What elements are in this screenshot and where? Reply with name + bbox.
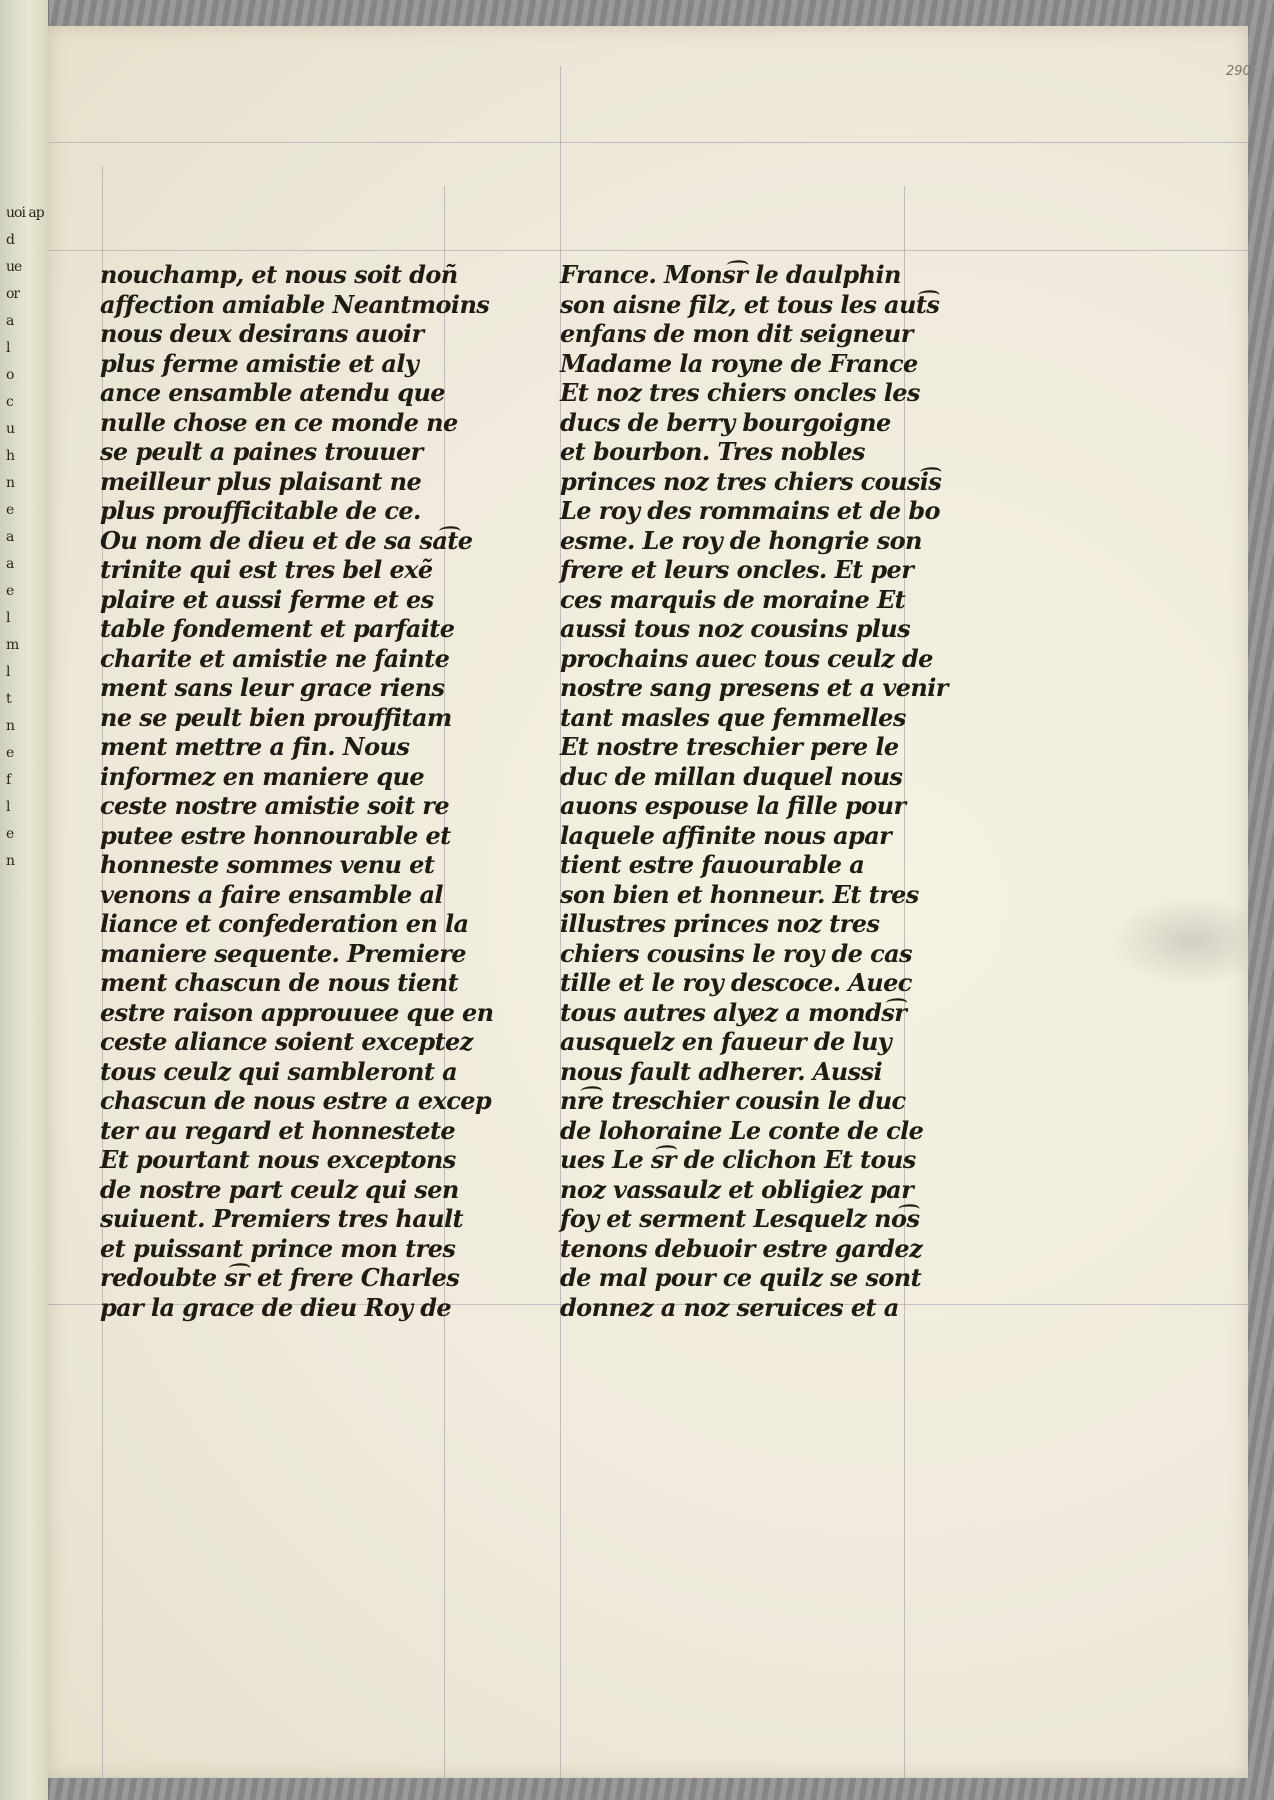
facing-page-edge [0, 0, 49, 1800]
manuscript-line: de lohoraine Le conte de cle [560, 1115, 924, 1145]
manuscript-line: Le roy des rommains et de bo [560, 496, 940, 525]
manuscript-line: ment sans leur grace riens [100, 673, 445, 702]
water-stain [1108, 896, 1274, 986]
manuscript-line: son aisne filz, et tous les aut͡s [560, 289, 940, 319]
text-column-left [100, 260, 494, 1322]
facing-page-fragment: n [6, 718, 15, 734]
facing-page-fragment: ue [6, 259, 22, 275]
manuscript-line: Et noz tres chiers oncles les [560, 378, 920, 407]
manuscript-line: estre raison approuuee que en [100, 997, 494, 1027]
facing-page-fragment: a [6, 556, 14, 572]
manuscript-line: venons a faire ensamble al [100, 879, 443, 909]
manuscript-line: honneste sommes venu et [100, 850, 435, 879]
manuscript-line: se peult a paines trouuer [100, 437, 423, 466]
manuscript-line: nostre sang presens et a venir [560, 673, 948, 702]
manuscript-line: nr͡e treschier cousin le duc [560, 1086, 906, 1115]
manuscript-line: ceste aliance soient exceptez [100, 1027, 473, 1056]
manuscript-line: France. Mons͡r le daulphin [560, 260, 901, 289]
manuscript-line: donnez a noz seruices et a [560, 1292, 899, 1322]
facing-page-fragment: or [6, 286, 20, 302]
manuscript-line: affection amiable Neantmoins [100, 289, 490, 319]
manuscript-line: frere et leurs oncles. Et per [560, 555, 914, 584]
facing-page-fragment: e [6, 745, 14, 761]
manuscript-line: tous autres alyez a monds͡r [560, 997, 907, 1027]
manuscript-line: plus ferme amistie et aly [100, 348, 419, 378]
manuscript-line: princes noz tres chiers cousi͡s [560, 466, 942, 496]
manuscript-line: table fondement et parfaite [100, 614, 455, 643]
manuscript-line: ues Le s͡r de clichon Et tous [560, 1145, 916, 1174]
manuscript-line: tenons debuoir estre gardez [560, 1233, 923, 1263]
facing-page-fragment: n [6, 475, 15, 491]
manuscript-line: nous deux desirans auoir [100, 319, 424, 348]
manuscript-line: prochains auec tous ceulz de [560, 643, 933, 673]
manuscript-line: laquele affinite nous apar [560, 820, 892, 850]
manuscript-line: par la grace de dieu Roy de [100, 1292, 452, 1322]
manuscript-line: esme. Le roy de hongrie son [560, 525, 922, 555]
facing-page-fragment: e [6, 502, 14, 518]
facing-page-fragment: d [6, 232, 14, 248]
manuscript-line: plus proufficitable de ce. [100, 496, 421, 525]
ruling-top [48, 142, 1248, 143]
manuscript-line: auons espouse la fille pour [560, 791, 906, 820]
manuscript-line: informez en maniere que [100, 761, 425, 791]
facing-page-fragment: f [6, 772, 11, 788]
facing-page-fragment: l [6, 664, 10, 680]
manuscript-line: Et nostre treschier pere le [560, 732, 899, 761]
manuscript-line: ces marquis de moraine Et [560, 584, 906, 614]
manuscript-line: ment chascun de nous tient [100, 968, 459, 997]
facing-page-fragment: a [6, 313, 14, 329]
manuscript-line: ducs de berry bourgoigne [560, 407, 891, 437]
manuscript-line: nouchamp, et nous soit doñ [100, 260, 458, 289]
manuscript-line: ne se peult bien prouffitam [100, 702, 452, 732]
facing-page-fragment: l [6, 340, 10, 356]
facing-page-fragment: l [6, 799, 10, 815]
facing-page-fragment: e [6, 583, 14, 599]
manuscript-line: suiuent. Premiers tres hault [100, 1204, 464, 1233]
manuscript-line: meilleur plus plaisant ne [100, 466, 422, 496]
manuscript-line: plaire et aussi ferme et es [100, 584, 434, 614]
manuscript-line: ceste nostre amistie soit re [100, 791, 450, 820]
manuscript-line: Et pourtant nous exceptons [100, 1145, 456, 1174]
manuscript-line: trinite qui est tres bel exẽ [100, 555, 433, 584]
manuscript-line: nulle chose en ce monde ne [100, 407, 458, 437]
manuscript-line: redoubte s͡r et frere Charles [100, 1263, 460, 1292]
manuscript-line: illustres princes noz tres [560, 909, 880, 938]
facing-page-text-fragments [6, 200, 44, 875]
manuscript-line: enfans de mon dit seigneur [560, 319, 913, 348]
facing-page-fragment: e [6, 826, 14, 842]
manuscript-line: son bien et honneur. Et tres [560, 879, 919, 909]
facing-page-fragment: u [6, 421, 15, 437]
manuscript-line: et bourbon. Tres nobles [560, 437, 865, 466]
manuscript-line: ter au regard et honnestete [100, 1115, 456, 1145]
manuscript-line: charite et amistie ne fainte [100, 643, 450, 673]
manuscript-line: noz vassaulz et obligiez par [560, 1174, 914, 1204]
manuscript-line: liance et confederation en la [100, 909, 469, 938]
manuscript-line: Madame la royne de France [560, 348, 918, 378]
manuscript-line: Ou nom de dieu et de sa sa͡te [100, 525, 473, 555]
manuscript-line: ment mettre a fin. Nous [100, 732, 410, 761]
facing-page-fragment: l [6, 610, 10, 626]
manuscript-line: tient estre fauourable a [560, 850, 865, 879]
manuscript-line: tous ceulz qui sambleront a [100, 1056, 458, 1086]
facing-page-fragment: h [6, 448, 15, 464]
manuscript-line: et puissant prince mon tres [100, 1233, 456, 1263]
manuscript-line: putee estre honnourable et [100, 820, 451, 850]
manuscript-line: maniere sequente. Premiere [100, 938, 466, 968]
manuscript-line: ance ensamble atendu que [100, 378, 445, 407]
facing-page-fragment: o [6, 367, 14, 383]
manuscript-line: aussi tous noz cousins plus [560, 614, 911, 643]
manuscript-line: nous fault adherer. Aussi [560, 1056, 882, 1086]
facing-page-fragment: m [6, 637, 19, 653]
manuscript-line: de mal pour ce quilz se sont [560, 1263, 922, 1292]
manuscript-line: chiers cousins le roy de cas [560, 938, 912, 968]
facing-page-fragment: t [6, 691, 11, 707]
facing-page-fragment: uoi ap [6, 205, 44, 221]
text-column-right [560, 260, 948, 1322]
manuscript-line: ausquelz en faueur de luy [560, 1027, 892, 1056]
manuscript-line: foy et serment Lesquelz no͡s [560, 1204, 920, 1233]
manuscript-line: tille et le roy descoce. Auec [560, 968, 912, 997]
manuscript-line: tant masles que femmelles [560, 702, 906, 732]
manuscript-line: de nostre part ceulz qui sen [100, 1174, 459, 1204]
manuscript-line: chascun de nous estre a excep [100, 1086, 492, 1115]
manuscript-line: duc de millan duquel nous [560, 761, 903, 791]
ruling-head [48, 250, 1248, 251]
folio-number: 290 [1226, 64, 1251, 79]
facing-page-fragment: n [6, 853, 15, 869]
facing-page-fragment: c [6, 394, 13, 410]
facing-page-fragment: a [6, 529, 14, 545]
